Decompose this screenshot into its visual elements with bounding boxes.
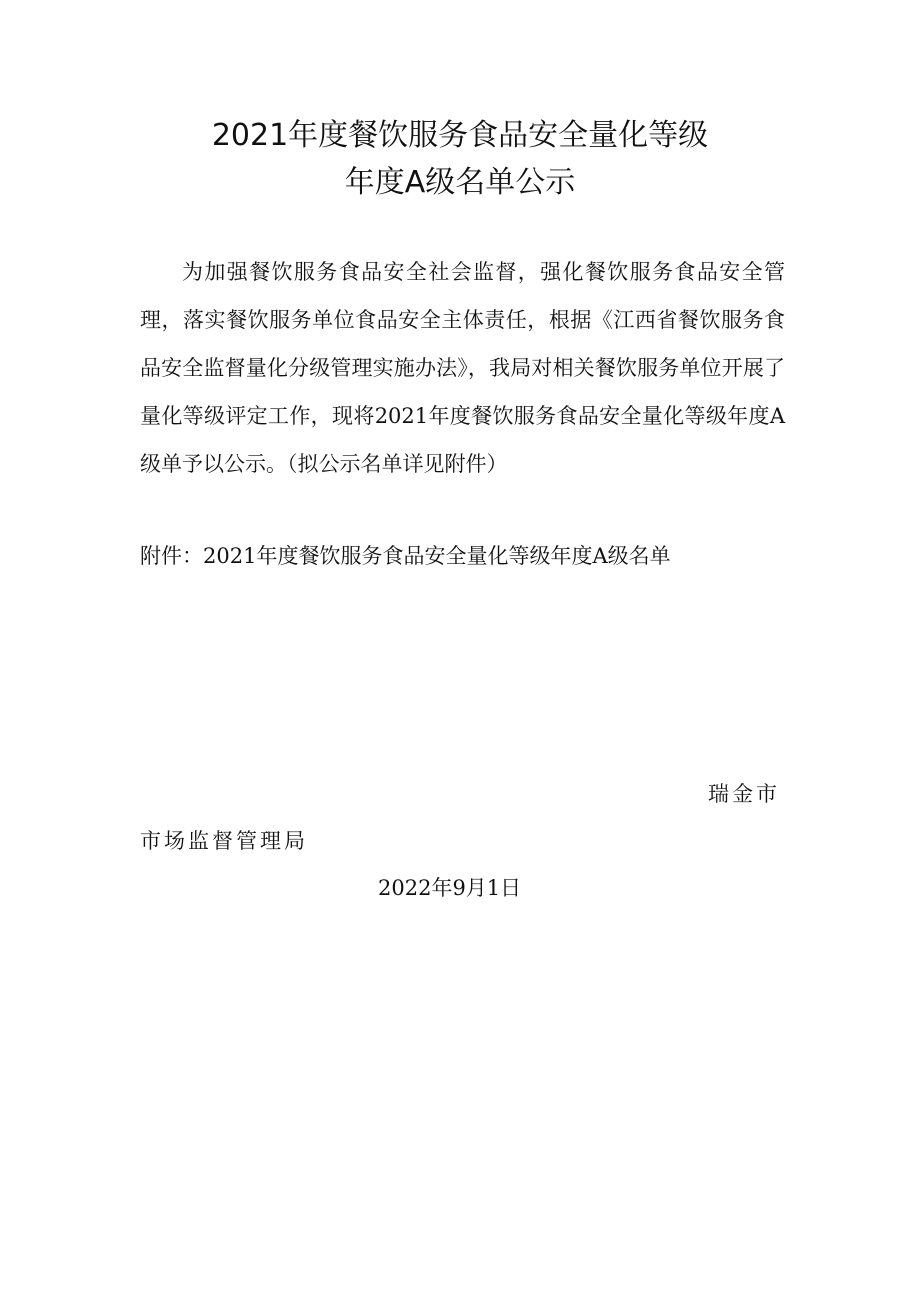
document-title-line1: 2021年度餐饮服务食品安全量化等级 [211,118,709,153]
signature-date: 2022年9月1日 [378,876,522,900]
signature-org-line1: 瑞金市 [708,782,780,806]
body-paragraph: 为加强餐饮服务食品安全社会监督，强化餐饮服务食品安全管理，落实餐饮服务单位食品安全主体责任，根据《江西省餐饮服务食品安全监督量化分级管理实施办法》，我局对相关餐饮服务单位开展了量化等级评定工作，现将2021年度餐饮服务食品安全量化等级年度A级单予以公示。（拟公示名单详见附件） [140,260,785,476]
attachment-note: 附件：2021年度餐饮服务食品安全量化等级年度A级名单 [140,544,671,568]
signature-org-line2: 市场监督管理局 [140,829,308,853]
document-title-line2: 年度A级名单公示 [344,165,576,200]
